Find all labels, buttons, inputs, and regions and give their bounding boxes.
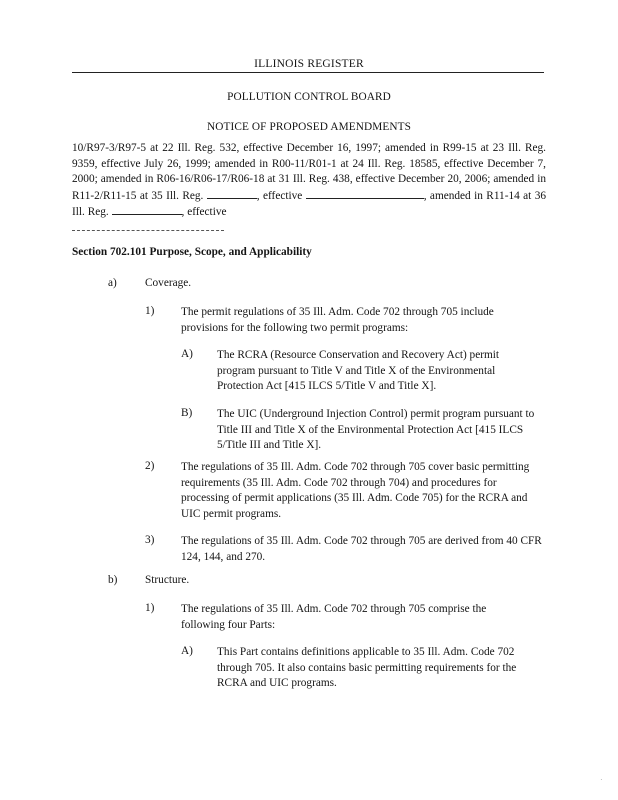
structure-title: Structure. bbox=[145, 574, 190, 586]
label-b: b) bbox=[108, 574, 118, 586]
source-note-effective: , effective bbox=[256, 189, 303, 202]
page-mark: . bbox=[600, 776, 602, 782]
dashed-separator bbox=[72, 230, 224, 231]
label-a: a) bbox=[108, 277, 117, 289]
section-heading: Section 702.101 Purpose, Scope, and Applicability bbox=[72, 246, 312, 258]
notice-title: NOTICE OF PROPOSED AMENDMENTS bbox=[206, 121, 412, 133]
part-702-definitions: This Part contains definitions applicable to 35 Ill. Adm. Code 702 through 705. It also contains basic permitting requirements for the RCRA and UIC programs. bbox=[217, 646, 517, 689]
coverage-title: Coverage. bbox=[145, 277, 192, 289]
register-title: ILLINOIS REGISTER bbox=[0, 58, 618, 70]
blank-register-2 bbox=[112, 204, 182, 215]
label-a1: 1) bbox=[145, 305, 155, 317]
coverage-item-2: The regulations of 35 Ill. Adm. Code 702 through 705 cover basic permitting requirements (35 Ill. Adm. Code 702 through 704) and procedures for processing of permit applications (35 Ill. Adm. Code 705) for the RCRA and UIC permit programs. bbox=[181, 461, 530, 520]
label-b1A: A) bbox=[181, 645, 193, 657]
coverage-item-1: The permit regulations of 35 Ill. Adm. Code 702 through 705 include provisions for the following two permit programs: bbox=[181, 306, 494, 334]
label-a3: 3) bbox=[145, 534, 155, 546]
source-note-effective-2: , effective bbox=[181, 206, 227, 218]
agency-name: POLLUTION CONTROL BOARD bbox=[227, 91, 391, 103]
structure-item-1: The regulations of 35 Ill. Adm. Code 702 through 705 comprise the following four Parts: bbox=[181, 603, 487, 631]
blank-effective-date bbox=[306, 188, 424, 199]
blank-register bbox=[207, 188, 257, 199]
source-note bbox=[72, 141, 546, 221]
source-note-amended: , amended in R11-14 at 36 Ill. Reg. bbox=[72, 189, 546, 218]
label-a1B: B) bbox=[181, 407, 193, 419]
source-note-text: 10/R97-3/R97-5 at 22 Ill. Reg. 532, effective December 16, 1997; amended in R99-15 at 23 Ill. Reg. 9359, effective July 26, 1999; amended in R00-11/R01-1 at 24 Ill. Reg. 18585, effective December 7, 2000; amended in R06-16/R06-17/R06-18 at 31 Ill. Reg. 438, effective December 20, 2006; amended in R11-2/R11-15 at 35 Ill. Reg. bbox=[72, 142, 546, 202]
coverage-item-3: The regulations of 35 Ill. Adm. Code 702 through 705 are derived from 40 CFR 124, 144, and 270. bbox=[181, 535, 542, 563]
header-rule bbox=[72, 72, 544, 73]
rcra-program: The RCRA (Resource Conservation and Recovery Act) permit program pursuant to Title V and Title X of the Environmental Protection Act [415 ILCS 5/Title V and Title X]. bbox=[217, 349, 500, 392]
label-a1A: A) bbox=[181, 348, 193, 360]
uic-program: The UIC (Underground Injection Control) permit program pursuant to Title III and Title X of the Environmental Protection Act [415 ILCS 5/Title III and Title X]. bbox=[217, 408, 535, 451]
label-b1: 1) bbox=[145, 602, 155, 614]
label-a2: 2) bbox=[145, 460, 155, 472]
